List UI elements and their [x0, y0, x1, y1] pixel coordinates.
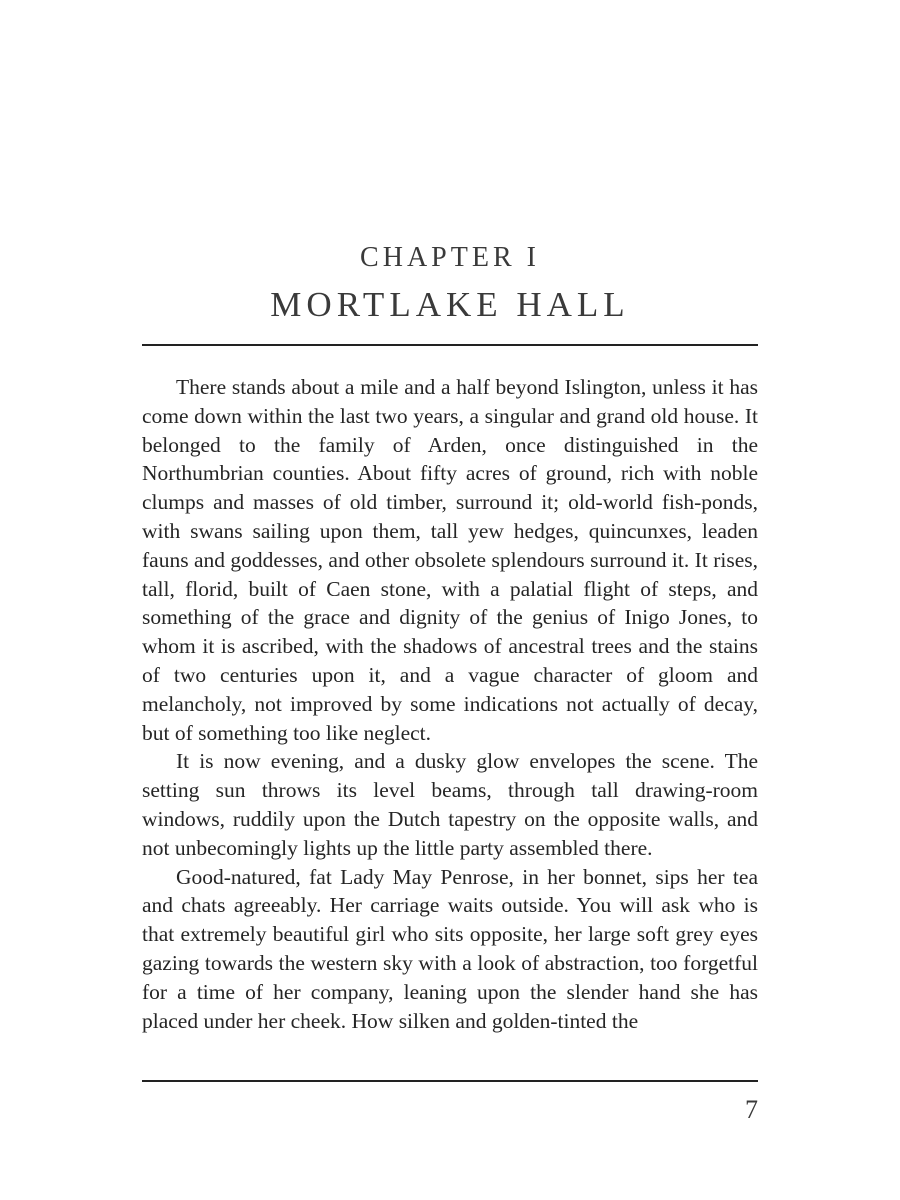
body-text — [142, 373, 758, 1035]
bottom-rule — [142, 1080, 758, 1082]
paragraph: Good-natured, fat Lady May Penrose, in her bonnet, sips her tea and chats agreeably. Her carriage waits outside. You will ask who is that extremely beautiful girl who sits opposite, her large soft grey eyes gazing towards the western sky with a look of abstraction, too forgetful for a time of her company, leaning upon the slender hand she has placed under her cheek. How silken and golden-tinted the — [142, 864, 758, 1033]
page-number: 7 — [745, 1095, 758, 1124]
top-rule — [142, 344, 758, 346]
paragraph: It is now evening, and a dusky glow envelopes the scene. The setting sun throws its level beams, through tall drawing-room windows, ruddily upon the Dutch tapestry on the opposite walls, and not unbecomingly lights up the little party assembled there. — [142, 749, 758, 860]
chapter-title: MORTLAKE HALL — [270, 285, 630, 324]
paragraph: There stands about a mile and a half beyond Islington, unless it has come down within the last two years, a singular and grand old house. It belonged to the family of Arden, once distinguished in the Northumbrian counties. About fifty acres of ground, rich with noble clumps and masses of old timber, surround it; old-world fish-ponds, with swans sailing upon them, tall yew hedges, quincunxes, leaden fauns and goddesses, and other obsolete splendours surround it. It rises, tall, florid, built of Caen stone, with a palatial flight of steps, and something of the grace and dignity of the genius of Inigo Jones, to whom it is ascribed, with the shadows of ancestral trees and the stains of two centuries upon it, and a vague character of gloom and melancholy, not improved by some indications not actually of decay, but of something too like neglect. — [142, 375, 758, 745]
chapter-number: CHAPTER I — [360, 242, 540, 273]
